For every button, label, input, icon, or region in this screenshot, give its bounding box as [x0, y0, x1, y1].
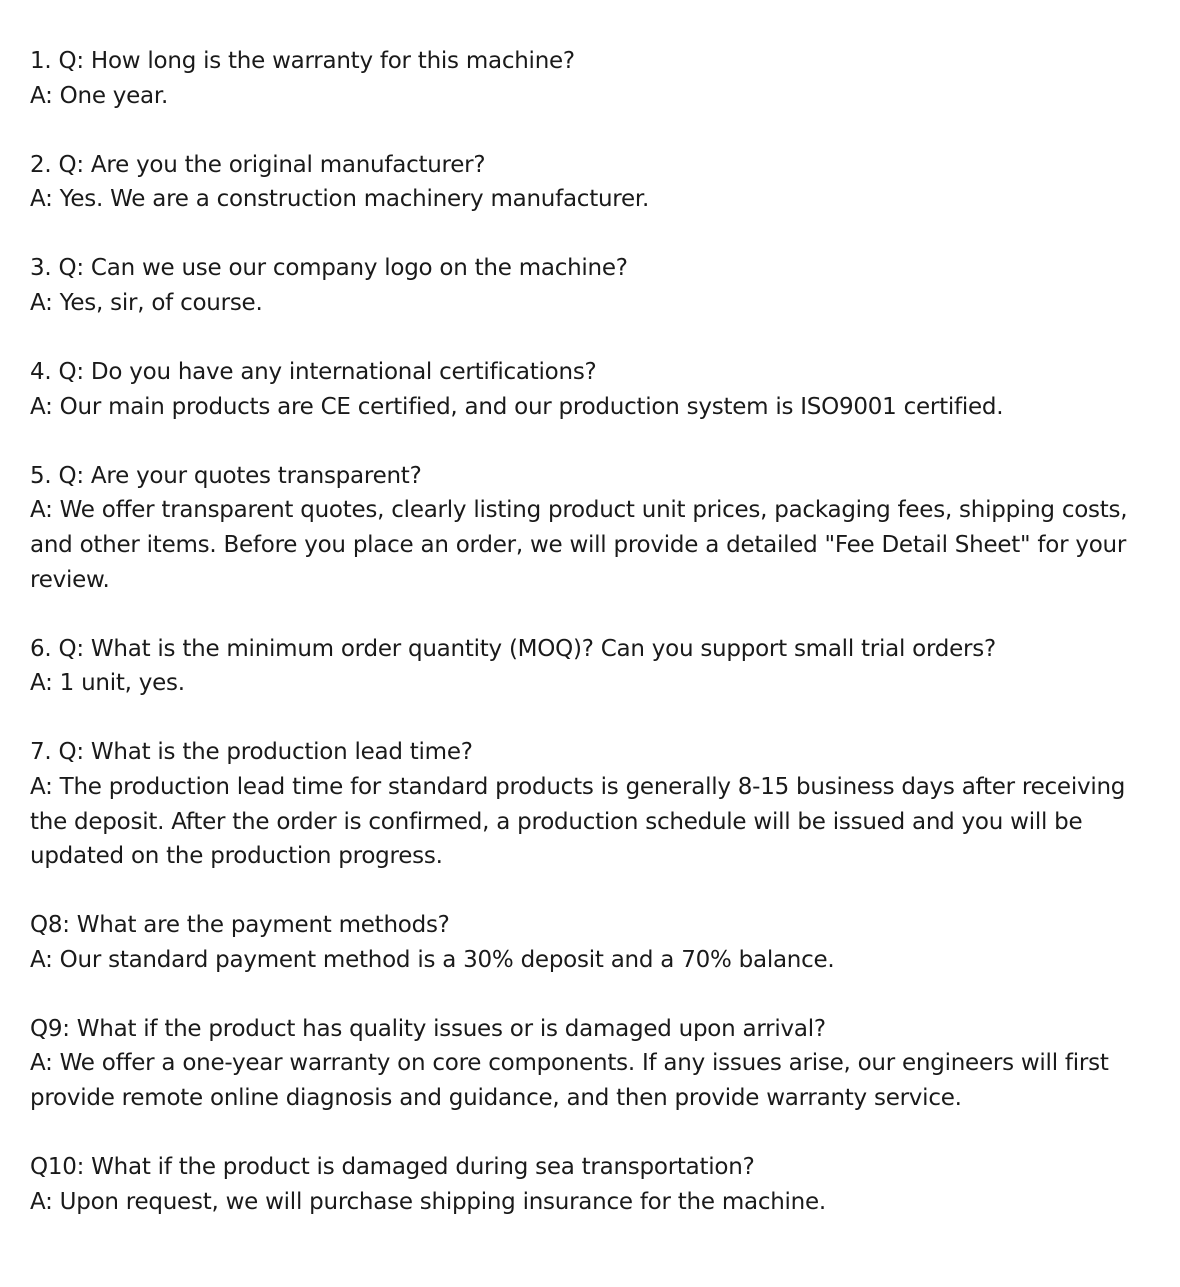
- faq-item: [30, 44, 1160, 113]
- faq-question: 3. Q: Can we use our company logo on the machine?: [30, 255, 628, 282]
- faq-item: [30, 1150, 1160, 1219]
- faq-item: [30, 251, 1160, 320]
- faq-answer: A: The production lead time for standard products is generally 8-15 business days after receiving the deposit. After the order is confirmed, a production schedule will be issued and you will be updated on the production progress.: [30, 773, 1126, 870]
- faq-answer: A: Yes, sir, of course.: [30, 289, 263, 316]
- faq-item: [30, 1012, 1160, 1116]
- faq-item: [30, 735, 1160, 873]
- faq-question: 4. Q: Do you have any international certifications?: [30, 359, 597, 386]
- faq-item: [30, 355, 1160, 424]
- faq-item: [30, 632, 1160, 701]
- faq-question: 1. Q: How long is the warranty for this machine?: [30, 48, 575, 74]
- faq-item: [30, 459, 1160, 597]
- faq-item: [30, 148, 1160, 217]
- faq-list: [30, 44, 1160, 1254]
- faq-answer: A: One year.: [30, 82, 169, 109]
- faq-question: Q10: What if the product is damaged during sea transportation?: [30, 1154, 755, 1181]
- faq-answer: A: Our standard payment method is a 30% deposit and a 70% balance.: [30, 946, 835, 973]
- faq-answer: A: Upon request, we will purchase shipping insurance for the machine.: [30, 1188, 826, 1215]
- faq-question: 7. Q: What is the production lead time?: [30, 739, 473, 766]
- faq-question: 5. Q: Are your quotes transparent?: [30, 462, 422, 489]
- faq-answer: A: 1 unit, yes.: [30, 670, 185, 697]
- faq-answer: A: We offer a one-year warranty on core components. If any issues arise, our engineers will first provide remote online diagnosis and guidance, and then provide warranty service.: [30, 1050, 1109, 1112]
- faq-question: Q9: What if the product has quality issues or is damaged upon arrival?: [30, 1015, 826, 1042]
- faq-question: 6. Q: What is the minimum order quantity (MOQ)? Can you support small trial orders?: [30, 635, 996, 662]
- faq-answer: A: We offer transparent quotes, clearly listing product unit prices, packaging fees, shipping costs, and other items. Before you place an order, we will provide a detailed "Fee Detail Sheet" for your review.: [30, 497, 1128, 593]
- faq-question: 2. Q: Are you the original manufacturer?: [30, 151, 486, 178]
- faq-item: [30, 908, 1160, 977]
- faq-answer: A: Our main products are CE certified, and our production system is ISO9001 certified.: [30, 393, 1004, 420]
- faq-question: Q8: What are the payment methods?: [30, 912, 450, 939]
- faq-answer: A: Yes. We are a construction machinery manufacturer.: [30, 186, 650, 213]
